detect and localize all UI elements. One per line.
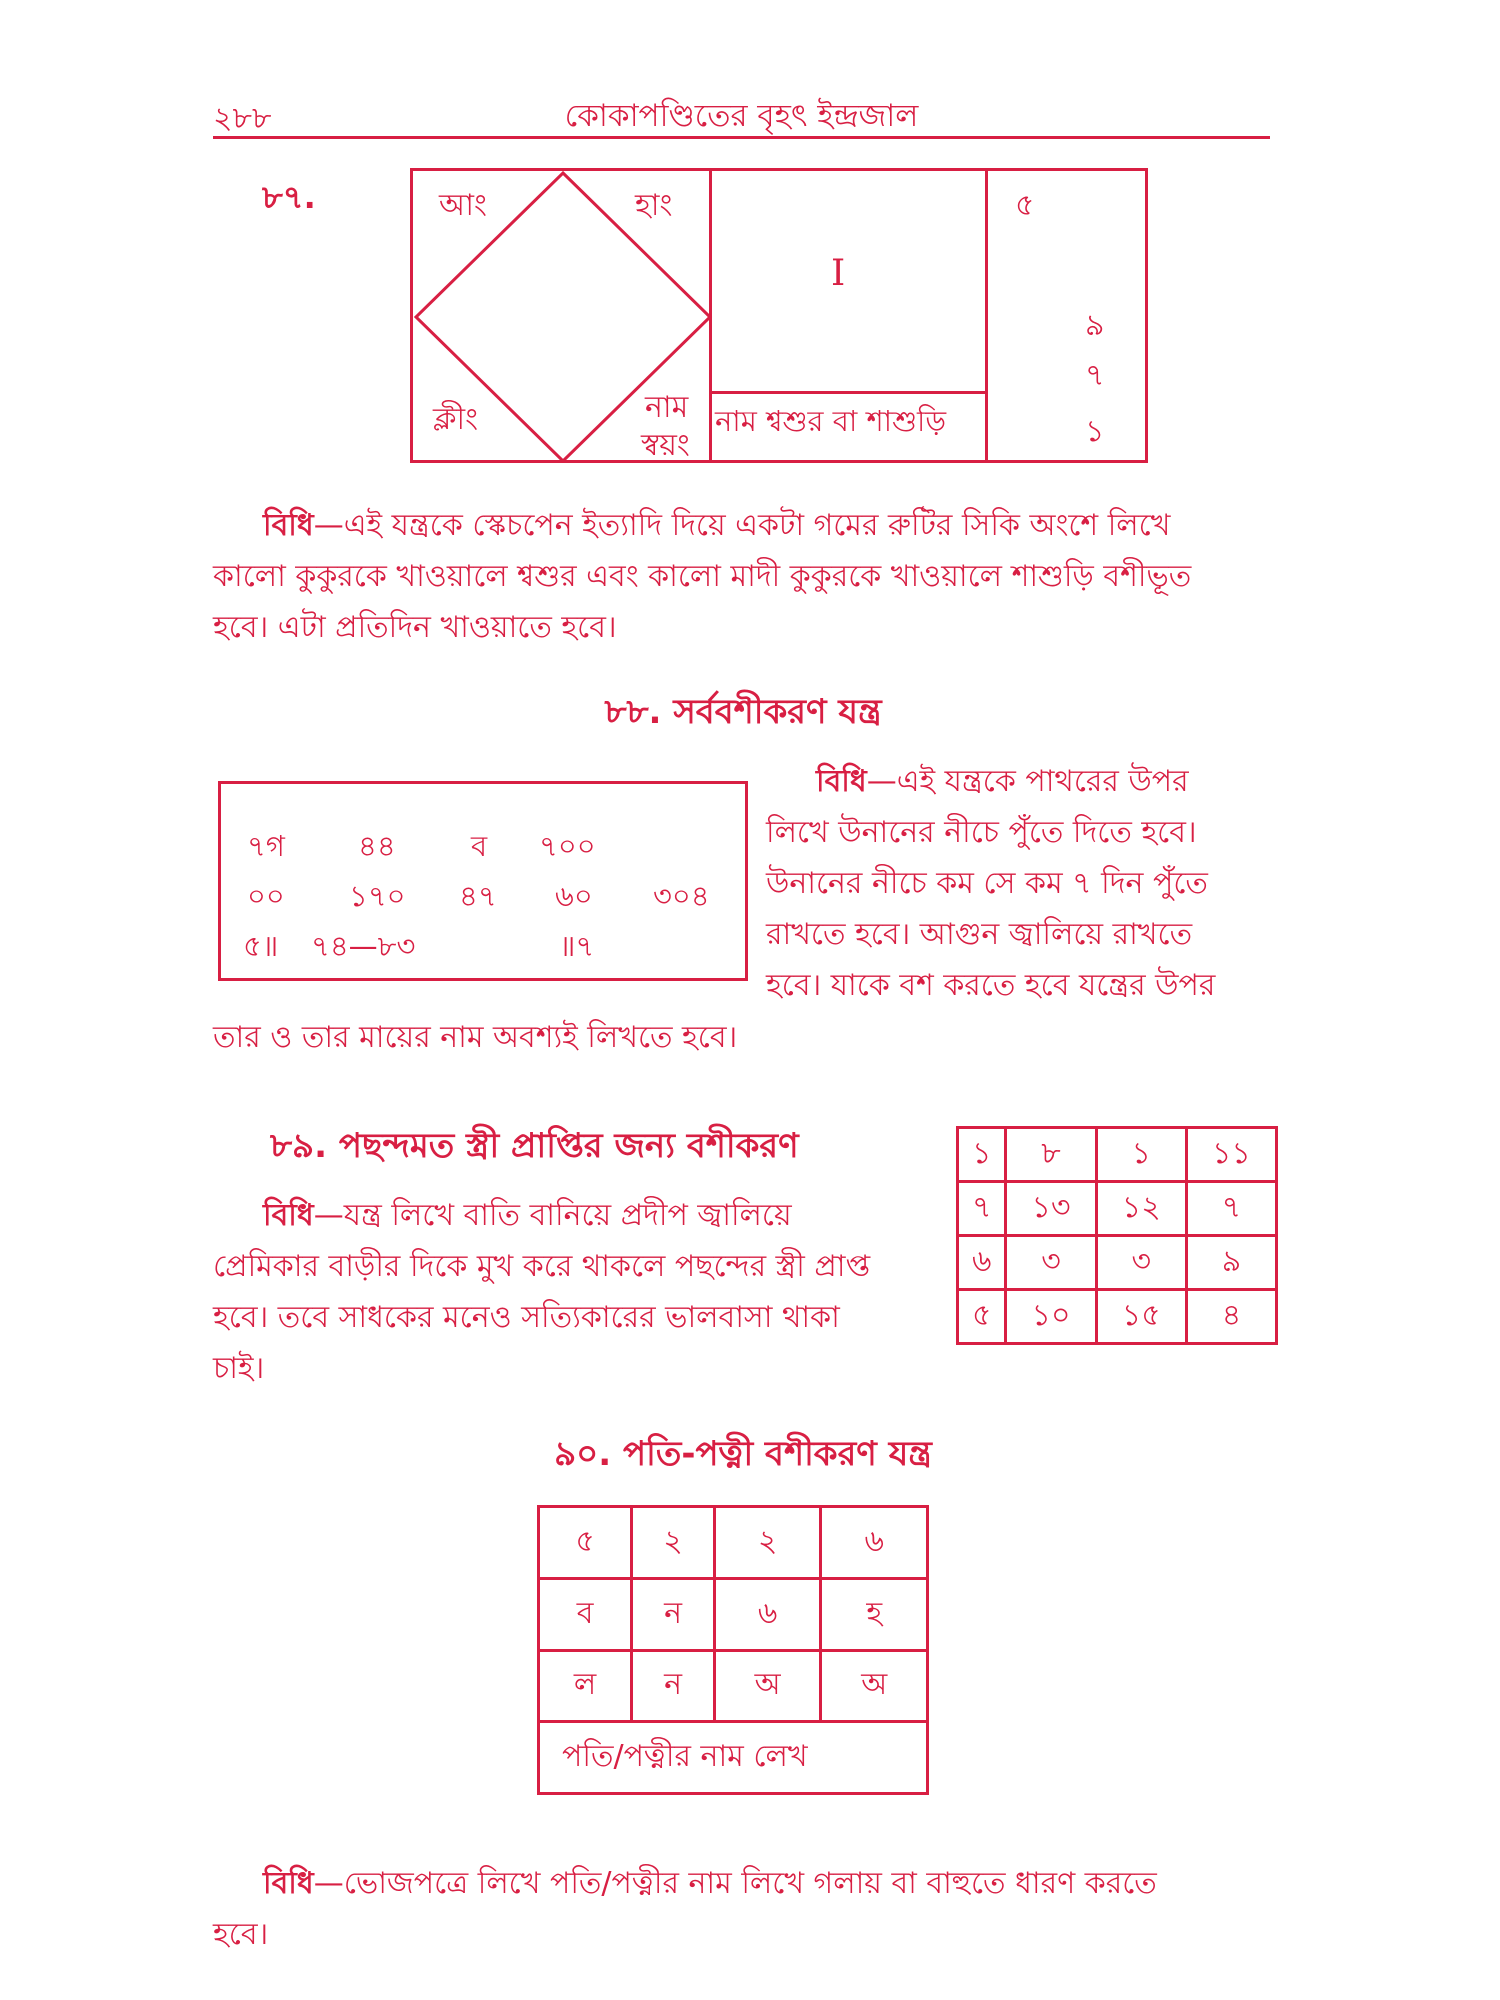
yantra-88-cell: ০০	[247, 879, 285, 913]
right-column-value: ৫	[1015, 188, 1035, 223]
yantra-90-grid-cell: ২	[714, 1507, 821, 1579]
center-mark: I	[831, 253, 846, 294]
yantra-90-grid-cell: ন	[632, 1650, 715, 1722]
yantra-89-grid-cell: ১	[1096, 1128, 1186, 1182]
book-title: কোকাপণ্ডিতের বৃহৎ ইন্দ্রজাল	[564, 98, 919, 134]
divider-line	[709, 391, 985, 394]
yantra-90-grid-row	[539, 1507, 928, 1579]
instruction-line: রাখতে হবে। আগুন জ্বালিয়ে রাখতে	[766, 917, 1193, 952]
yantra-88-cell: ৭০০	[539, 829, 596, 863]
yantra-89-grid-row	[958, 1128, 1277, 1182]
yantra-89-grid-cell: ১৫	[1096, 1290, 1186, 1344]
yantra-90-grid-cell: ন	[632, 1578, 715, 1650]
yantra-90-grid-cell: ৫	[539, 1507, 632, 1579]
yantra-89-grid-row	[958, 1290, 1277, 1344]
yantra-88-cell: ৩০৪	[653, 879, 710, 913]
yantra-89-grid-cell: ৫	[958, 1290, 1006, 1344]
yantra-89-grid-cell: ১১	[1186, 1128, 1276, 1182]
label-name: নাম	[645, 390, 689, 425]
right-column-value: ৯	[1085, 308, 1105, 343]
instruction-line: উনানের নীচে কম সে কম ৭ দিন পুঁতে	[766, 866, 1208, 901]
right-column-value: ১	[1085, 414, 1105, 449]
yantra-89-grid-cell: ৩	[1006, 1236, 1096, 1290]
instruction-line: কালো কুকুরকে খাওয়ালে শ্বশুর এবং কালো মাদী কুকুরকে খাওয়ালে শাশুড়ি বশীভূত	[213, 559, 1192, 594]
instruction-label: বিধি	[263, 1198, 314, 1233]
yantra-89-instructions	[213, 1190, 933, 1394]
yantra-89-grid-cell: ৪	[1186, 1290, 1276, 1344]
instruction-label: বিধি	[816, 764, 867, 799]
yantra-88-cell: ব	[471, 829, 488, 863]
yantra-89-title: ৮৯. পছন্দমত স্ত্রী প্রাপ্তির জন্য বশীকরণ	[270, 1126, 799, 1166]
yantra-90-grid-caption-row	[539, 1722, 928, 1794]
yantra-89-grid-row	[958, 1236, 1277, 1290]
bottom-caption: নাম শ্বশুর বা শাশুড়ি	[715, 404, 947, 438]
instruction-line: —ভোজপত্রে লিখে পতি/পত্নীর নাম লিখে গলায় বা বাহুতে ধারণ করতে	[313, 1866, 1157, 1901]
instruction-line: হবে। যাকে বশ করতে হবে যন্ত্রের উপর	[766, 968, 1216, 1003]
instruction-label: বিধি	[263, 508, 314, 543]
yantra-87-number: ৮৭.	[262, 178, 316, 216]
yantra-90-grid-cell: অ	[714, 1650, 821, 1722]
yantra-89-grid-cell: ৭	[958, 1182, 1006, 1236]
instruction-line: —এই যন্ত্রকে পাথরের উপর	[866, 764, 1189, 799]
instruction-line: —এই যন্ত্রকে স্কেচপেন ইত্যাদি দিয়ে একটা গমের রুটির সিকি অংশে লিখে	[313, 508, 1171, 543]
divider-line	[709, 171, 712, 460]
yantra-90-grid-cell: হ	[821, 1578, 928, 1650]
instruction-line: হবে।	[213, 1917, 269, 1952]
yantra-90-grid-cell: ২	[632, 1507, 715, 1579]
yantra-89-grid-cell: ৭	[1186, 1182, 1276, 1236]
yantra-89-grid-cell: ৯	[1186, 1236, 1276, 1290]
yantra-89-grid	[956, 1126, 1278, 1345]
yantra-90-grid-caption: পতি/পত্নীর নাম লেখ	[539, 1722, 928, 1794]
instruction-line: হবে। তবে সাধকের মনেও সত্যিকারের ভালবাসা থাকা	[213, 1300, 840, 1335]
yantra-88-cell: ৭৪—৮৩	[311, 929, 416, 963]
yantra-88-cell: ৪৪	[358, 829, 396, 863]
yantra-90-instructions	[213, 1858, 1273, 1960]
yantra-87-diagram	[410, 168, 1148, 463]
yantra-90-title: ৯০. পতি-পত্নী বশীকরণ যন্ত্র	[554, 1434, 932, 1474]
instruction-label: বিধি	[263, 1866, 314, 1901]
label-hang: হাং	[635, 188, 673, 223]
yantra-90-grid-cell: অ	[821, 1650, 928, 1722]
yantra-89-grid-cell: ১৩	[1006, 1182, 1096, 1236]
label-kling: ক্লীং	[433, 402, 478, 437]
page-number: ২৮৮	[213, 101, 272, 136]
yantra-90-grid-cell: ল	[539, 1650, 632, 1722]
yantra-87-instructions	[213, 500, 1273, 653]
yantra-89-grid-cell: ৬	[958, 1236, 1006, 1290]
page-header	[213, 90, 1270, 139]
yantra-89-grid-row	[958, 1182, 1277, 1236]
yantra-90-grid-cell: ৬	[714, 1578, 821, 1650]
yantra-88-cell: ১৭০	[349, 879, 406, 913]
divider-line	[985, 171, 988, 460]
yantra-89-grid-cell: ৩	[1096, 1236, 1186, 1290]
yantra-89-grid-cell: ১০	[1006, 1290, 1096, 1344]
label-self: স্বয়ং	[641, 428, 690, 463]
yantra-90-grid-cell: ব	[539, 1578, 632, 1650]
instruction-line: হবে। এটা প্রতিদিন খাওয়াতে হবে।	[213, 610, 617, 645]
instruction-line: প্রেমিকার বাড়ীর দিকে মুখ করে থাকলে পছন্দের স্ত্রী প্রাপ্ত	[213, 1249, 871, 1284]
yantra-90-grid-row	[539, 1578, 928, 1650]
yantra-88-cell: ৬০	[555, 879, 593, 913]
yantra-90-grid	[537, 1505, 929, 1795]
yantra-88-instructions	[766, 756, 1276, 1011]
yantra-88-cell: ॥৭	[559, 929, 595, 963]
instruction-line: —যন্ত্র লিখে বাতি বানিয়ে প্রদীপ জ্বালিয়ে	[313, 1198, 792, 1233]
yantra-90-grid-row	[539, 1650, 928, 1722]
instruction-line: চাই।	[213, 1351, 265, 1386]
yantra-89-grid-cell: ৮	[1006, 1128, 1096, 1182]
right-column-value: ৭	[1085, 358, 1105, 393]
yantra-88-box	[218, 781, 748, 981]
yantra-88-cell: ৪৭	[459, 879, 497, 913]
yantra-88-cell: ৫॥	[243, 929, 279, 963]
yantra-90-grid-cell: ৬	[821, 1507, 928, 1579]
yantra-89-grid-cell: ১	[958, 1128, 1006, 1182]
yantra-88-cell: ৭গ	[247, 829, 285, 863]
instruction-line: তার ও তার মায়ের নাম অবশ্যই লিখতে হবে।	[213, 1020, 738, 1055]
instruction-line: লিখে উনানের নীচে পুঁতে দিতে হবে।	[766, 815, 1197, 850]
label-ang: আং	[439, 188, 487, 223]
yantra-89-grid-cell: ১২	[1096, 1182, 1186, 1236]
yantra-88-title: ৮৮. সর্ববশীকরণ যন্ত্র	[604, 692, 882, 732]
